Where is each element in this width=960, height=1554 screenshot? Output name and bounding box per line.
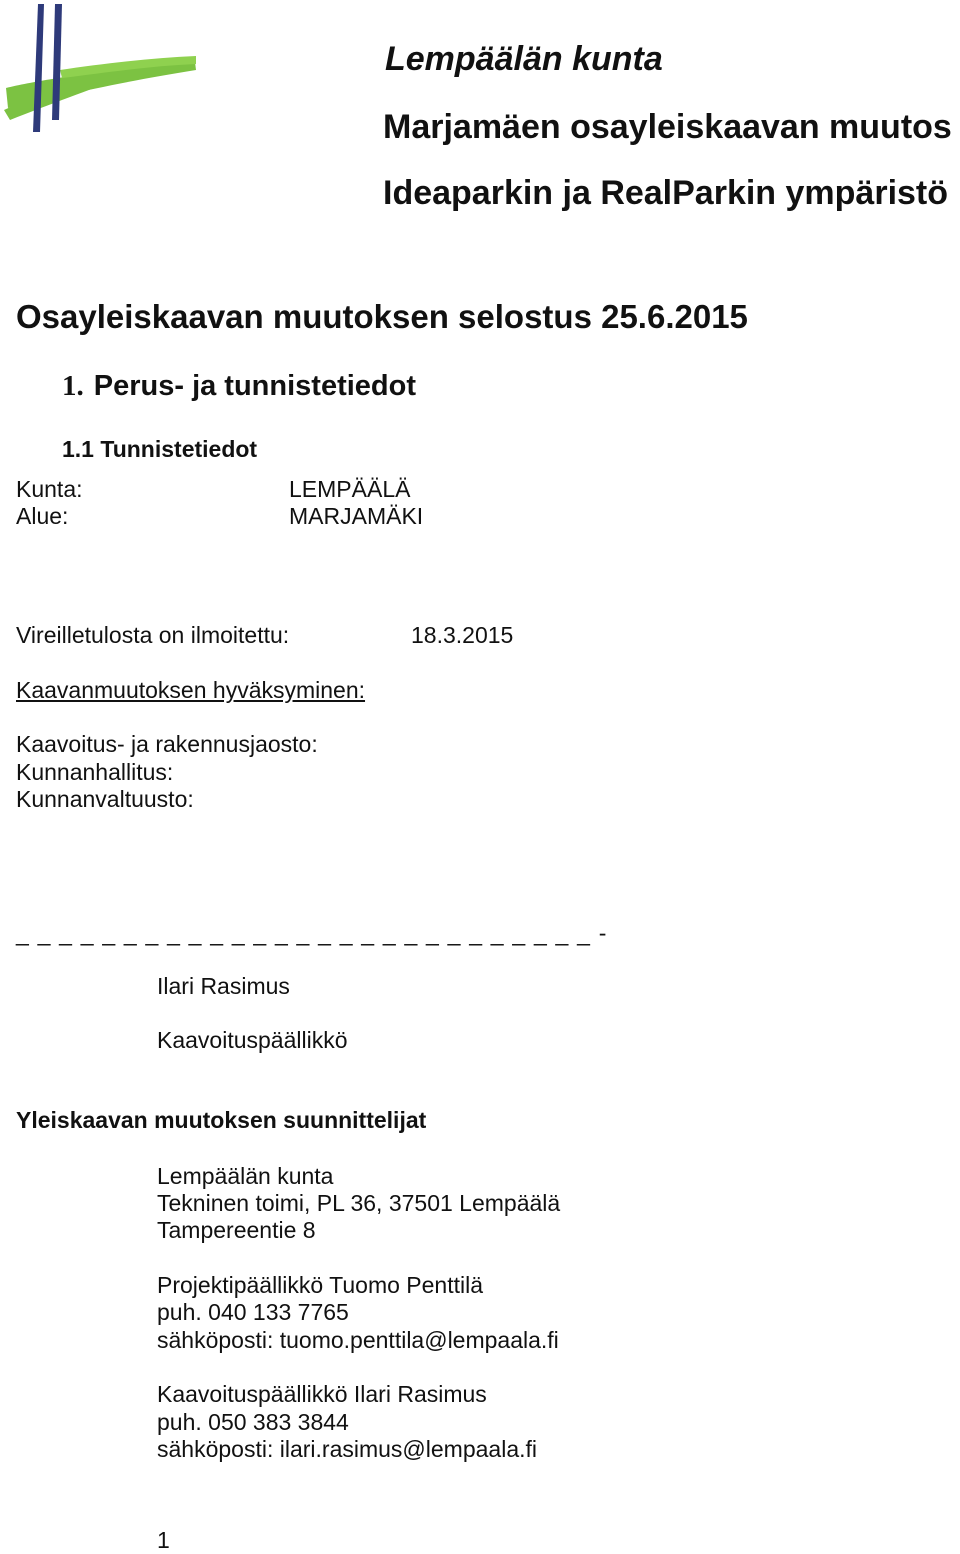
signature-line: _ _ _ _ _ _ _ _ _ _ _ _ _ _ _ _ _ _ _ _ _ _ _ _ _ _ _ - [16,920,608,946]
page-number: 1 [157,1527,170,1553]
alue-value: MARJAMÄKI [289,503,424,529]
contact2-phone: puh. 050 383 3844 [157,1409,349,1435]
planner-street: Tampereentie 8 [157,1217,316,1243]
subsection-heading-1-1: 1.1 Tunnistetiedot [62,436,258,462]
approval-council-label: Kunnanvaltuusto: [16,786,194,812]
contact1-name: Projektipäällikkö Tuomo Penttilä [157,1272,483,1298]
signatory-title: Kaavoituspäällikkö [157,1027,348,1053]
section-number: 1. [62,370,84,402]
planners-heading: Yleiskaavan muutoksen suunnittelijat [16,1107,427,1133]
document-title: Osayleiskaavan muutoksen selostus 25.6.2015 [16,298,748,335]
section-title: Perus- ja tunnistetiedot [93,370,417,402]
alue-label: Alue: [16,503,69,529]
area-title: Ideaparkin ja RealParkin ympäristö [383,174,949,212]
contact1-phone: puh. 040 133 7765 [157,1299,349,1325]
municipality-name: Lempäälän kunta [385,40,663,78]
planner-address: Tekninen toimi, PL 36, 37501 Lempäälä [157,1190,561,1216]
section-heading-1 [62,370,416,403]
kunta-value: LEMPÄÄLÄ [289,476,411,502]
contact1-email: sähköposti: tuomo.penttila@lempaala.fi [157,1327,559,1353]
municipality-logo [0,0,200,140]
project-title: Marjamäen osayleiskaavan muutos [383,108,952,146]
signatory-name: Ilari Rasimus [157,973,290,999]
approval-board-label: Kaavoitus- ja rakennusjaosto: [16,731,318,757]
planner-organization: Lempäälän kunta [157,1163,334,1189]
notice-label: Vireilletulosta on ilmoitettu: [16,622,290,648]
approval-heading: Kaavanmuutoksen hyväksyminen: [16,677,366,703]
approval-government-label: Kunnanhallitus: [16,759,174,785]
notice-date: 18.3.2015 [411,622,514,648]
contact2-email: sähköposti: ilari.rasimus@lempaala.fi [157,1436,537,1462]
kunta-label: Kunta: [16,476,83,502]
contact2-name: Kaavoituspäällikkö Ilari Rasimus [157,1381,487,1407]
